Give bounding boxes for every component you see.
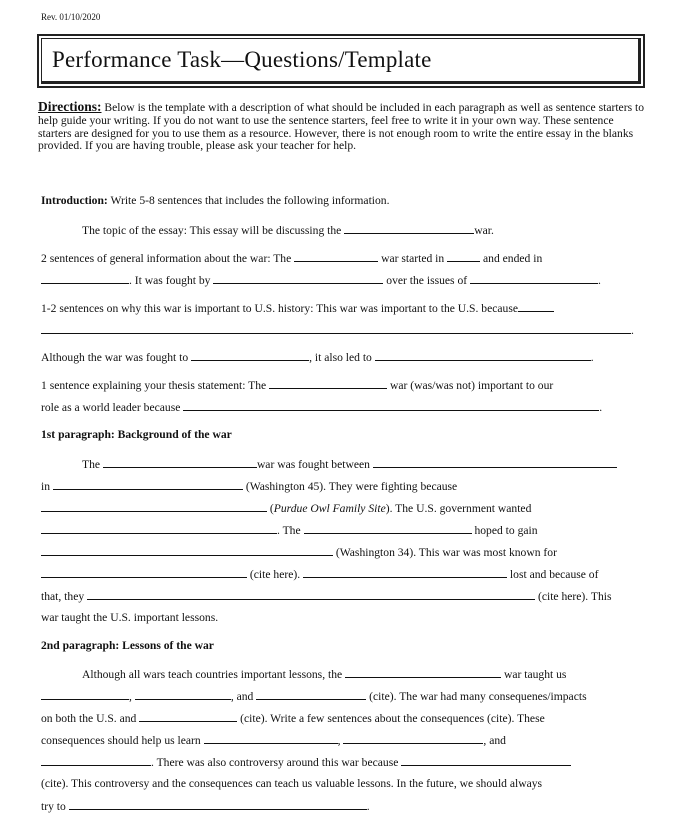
- p1-line-2: [41, 479, 457, 493]
- fought-to-blank[interactable]: [191, 350, 309, 361]
- p1-s3-b: ). The U.S. government wanted: [385, 502, 532, 515]
- p2-heading: 2nd paragraph: Lessons of the war: [41, 639, 214, 652]
- p1-heading: 1st paragraph: Background of the war: [41, 428, 232, 441]
- why-blank-b[interactable]: [41, 323, 631, 334]
- p1-line-6: [41, 567, 598, 581]
- general-line-1: [41, 251, 542, 265]
- p2-line-4: [41, 733, 506, 747]
- topic-end: war.: [474, 224, 494, 237]
- p2-s7-end: .: [366, 800, 370, 813]
- why-line-1: [41, 301, 554, 315]
- p2-line-5: [41, 755, 571, 769]
- although-line: [41, 350, 594, 364]
- p2-s3-b: (cite). Write a few sentences about the consequences (cite). These: [240, 712, 545, 725]
- gen2-text-b: over the issues of: [386, 274, 468, 287]
- thesis-because-blank[interactable]: [183, 400, 599, 411]
- p1-s7-a: that, they: [41, 590, 85, 603]
- gen2-text-a: . It was fought by: [129, 274, 211, 287]
- p1-s6-b: lost and because of: [509, 568, 599, 581]
- intro-instruction: Write 5-8 sentences that includes the following information.: [110, 194, 390, 207]
- p2-learn-blank-3[interactable]: [41, 755, 151, 766]
- p2-country-blank[interactable]: [139, 711, 237, 722]
- p1-s2-b: (Washington 45). They were fighting because: [245, 480, 458, 493]
- intro-label: Introduction:: [41, 194, 108, 207]
- although-text-a: Although the war was fought to: [41, 351, 189, 364]
- topic-text: The topic of the essay: This essay will be discussing the: [82, 224, 342, 237]
- p2-war-blank[interactable]: [345, 667, 501, 678]
- p2-s4-and: , and: [483, 734, 506, 747]
- end-year-blank[interactable]: [41, 273, 129, 284]
- p1-in-blank[interactable]: [53, 479, 243, 490]
- start-year-blank[interactable]: [447, 251, 480, 262]
- fought-by-blank[interactable]: [213, 273, 383, 284]
- p1-line-4: [41, 523, 538, 537]
- p2-s5-a: . There was also controversy around this war because: [151, 756, 399, 769]
- war-name-blank[interactable]: [294, 251, 378, 262]
- p1-line-7: [41, 589, 611, 603]
- thesis-text-b: war (was/was not) important to our: [389, 379, 554, 392]
- intro-instruction-line: [41, 194, 390, 207]
- p2-line-1: [82, 667, 566, 681]
- p1-s4-b: hoped to gain: [474, 524, 538, 537]
- revision-date: Rev. 01/10/2020: [41, 12, 101, 22]
- p1-line-8: war taught the U.S. important lessons.: [41, 611, 219, 624]
- p2-learn-blank-2[interactable]: [343, 733, 483, 744]
- p1-lost-blank[interactable]: [303, 567, 507, 578]
- p2-s1-a: Although all wars teach countries important lessons, the: [82, 668, 343, 681]
- p2-line-6: (cite). This controversy and the consequences can teach us valuable lessons. In the future, we should always: [41, 777, 543, 790]
- thesis-war-blank[interactable]: [269, 378, 387, 389]
- p1-s2-a: in: [41, 480, 51, 493]
- p1-known-blank[interactable]: [41, 567, 247, 578]
- why-text: 1-2 sentences on why this war is important to U.S. history: This war was important to the U.S. because: [41, 302, 518, 315]
- p1-line-3: [41, 501, 531, 515]
- why-end: .: [631, 324, 634, 337]
- p1-s6-a: (cite here).: [249, 568, 301, 581]
- title-box: [37, 34, 645, 88]
- directions: [38, 101, 648, 153]
- p1-s7-b: (cite here). This: [537, 590, 612, 603]
- p2-lesson-blank-3[interactable]: [256, 689, 366, 700]
- p2-s1-b: war taught us: [503, 668, 567, 681]
- p1-s3-paren: (: [269, 502, 274, 515]
- thesis-text-a: 1 sentence explaining your thesis statement: The: [41, 379, 267, 392]
- p1-war-blank[interactable]: [103, 457, 257, 468]
- why-line-2: [41, 323, 634, 337]
- page-title: Performance Task—Questions/Template: [41, 38, 641, 84]
- p1-s4-a: . The: [277, 524, 301, 537]
- gen-text-c: and ended in: [483, 252, 543, 265]
- thesis-line-1: [41, 378, 553, 392]
- although-end: .: [590, 351, 594, 364]
- p1-gain-blank[interactable]: [41, 545, 333, 556]
- p1-they-blank[interactable]: [87, 589, 535, 600]
- directions-text: Below is the template with a description of what should be included in each paragraph as well as sentence starters to help guide your writing. If you do not want to use the sentence starters, feel free to write it in your own way. These sentence starters are designed for you to use them as a resource. However, there is not enough room to write the entire essay in the blanks provided. If you are having trouble, please ask your teacher for help.: [38, 101, 644, 153]
- p2-lesson-blank-2[interactable]: [135, 689, 231, 700]
- p2-comma-2: ,: [337, 734, 341, 747]
- led-to-blank[interactable]: [375, 350, 591, 361]
- p2-controversy-blank[interactable]: [401, 755, 571, 766]
- general-line-2: [41, 273, 601, 287]
- p1-cite-source: Purdue Owl Family Site: [273, 502, 386, 515]
- why-blank-a[interactable]: [518, 301, 554, 312]
- p2-s4-a: consequences should help us learn: [41, 734, 201, 747]
- thesis2-end: .: [599, 401, 603, 414]
- p2-lesson-blank-1[interactable]: [41, 689, 129, 700]
- thesis-line-2: [41, 400, 602, 414]
- thesis2-text: role as a world leader because: [41, 401, 181, 414]
- gen-text-a: 2 sentences of general information about the war: The: [41, 252, 292, 265]
- p2-line-2: [41, 689, 587, 703]
- topic-blank[interactable]: [344, 223, 474, 234]
- p1-between-blank[interactable]: [373, 457, 617, 468]
- although-text-b: , it also led to: [309, 351, 372, 364]
- p1-line-1: [82, 457, 617, 471]
- p1-because-blank[interactable]: [41, 501, 267, 512]
- p1-wanted-blank[interactable]: [41, 523, 277, 534]
- p2-line-7: [41, 799, 370, 813]
- gen-text-b: war started in: [381, 252, 445, 265]
- p1-hoped-blank[interactable]: [304, 523, 472, 534]
- topic-line: [82, 223, 494, 237]
- p2-s2-and: , and: [230, 690, 254, 703]
- p2-comma-1: ,: [129, 690, 132, 703]
- gen2-end: .: [598, 274, 601, 287]
- p2-line-3: [41, 711, 545, 725]
- p1-s1-a: The: [82, 458, 101, 471]
- p2-try-blank[interactable]: [69, 799, 367, 810]
- issues-blank[interactable]: [470, 273, 598, 284]
- p2-s2-c: (cite). The war had many consequenes/impacts: [369, 690, 587, 703]
- p1-s5-a: (Washington 34). This war was most known for: [335, 546, 557, 559]
- p1-s1-b: war was fought between: [256, 458, 370, 471]
- p2-s3-a: on both the U.S. and: [41, 712, 137, 725]
- directions-label: Directions:: [38, 99, 102, 114]
- p1-line-5: [41, 545, 557, 559]
- p2-learn-blank-1[interactable]: [204, 733, 338, 744]
- p2-s7-a: try to: [41, 800, 66, 813]
